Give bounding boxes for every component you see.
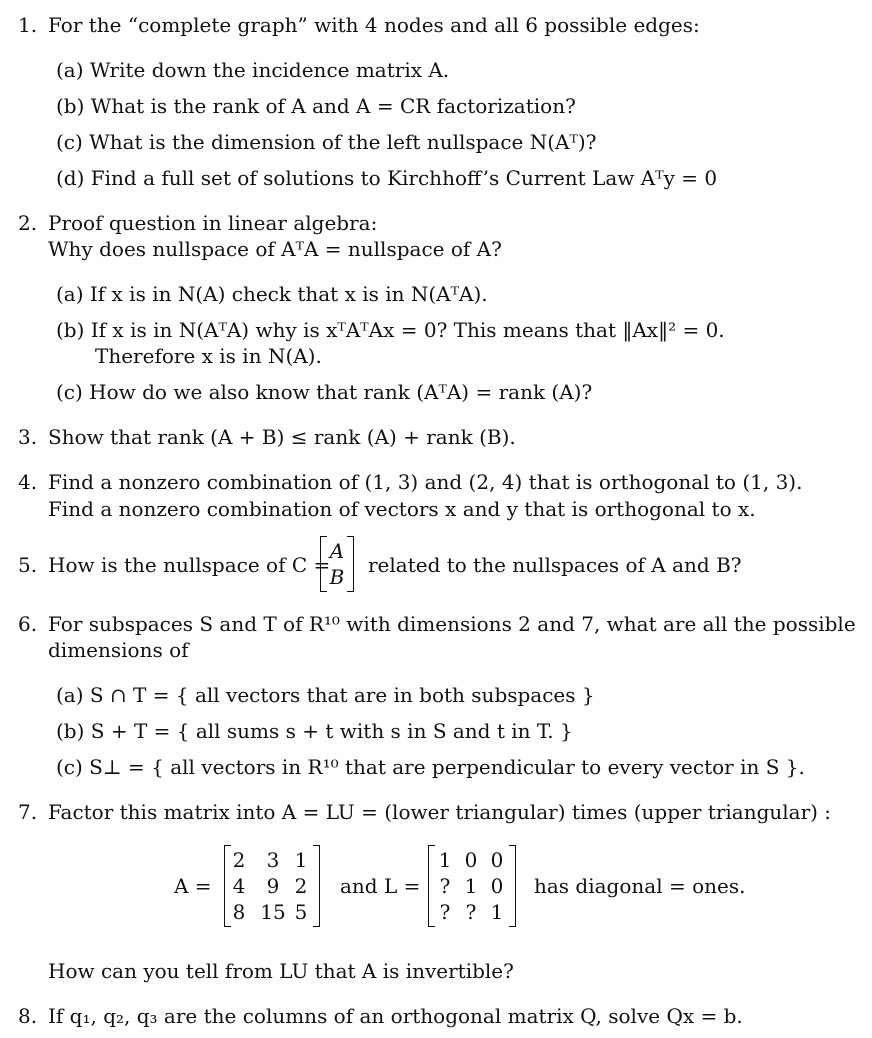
q2-number: 2.: [18, 211, 38, 235]
matrix-a-cell: 9: [266, 874, 280, 898]
matrix-a-cell: 2: [232, 848, 246, 872]
q7-diagonal-note: has diagonal = ones.: [534, 874, 746, 898]
q5-matrix-top: A: [329, 539, 345, 563]
q8-text: If q₁, q₂, q₃ are the columns of an orthogonal matrix Q, solve Qx = b.: [48, 1004, 743, 1028]
q4-number: 4.: [18, 470, 38, 494]
matrix-a-cell: 8: [232, 900, 246, 924]
matrix-l-cell: 1: [464, 874, 478, 898]
q2-part-c: (c) How do we also know that rank (AᵀA) = rank (A)?: [56, 380, 593, 404]
matrix-a-cell: 3: [266, 848, 280, 872]
matrix-l-cell: 0: [464, 848, 478, 872]
matrix-l-cell: 0: [490, 848, 504, 872]
q7-text: Factor this matrix into A = LU = (lower triangular) times (upper triangular) :: [48, 800, 832, 824]
q8-number: 8.: [18, 1004, 38, 1028]
q5-post: related to the nullspaces of A and B?: [368, 553, 742, 577]
matrix-l-cell: ?: [439, 900, 451, 924]
q2-part-b-line2: Therefore x is in N(A).: [95, 344, 322, 368]
matrix-a-cell: 1: [294, 848, 308, 872]
q1-part-d: (d) Find a full set of solutions to Kirchhoff’s Current Law Aᵀy = 0: [56, 166, 718, 190]
matrix-l-cell: ?: [439, 874, 451, 898]
q4-line1: Find a nonzero combination of (1, 3) and (2, 4) that is orthogonal to (1, 3).: [48, 470, 803, 494]
matrix-a-cell: 15: [260, 900, 286, 924]
q7-followup: How can you tell from LU that A is invertible?: [48, 959, 514, 983]
q5-number: 5.: [18, 553, 38, 577]
matrix-a-cell: 5: [294, 900, 308, 924]
matrix-l-cell: 1: [438, 848, 452, 872]
q6-part-a: (a) S ∩ T = { all vectors that are in both subspaces }: [56, 683, 595, 707]
matrix-l-cell: ?: [465, 900, 477, 924]
q7-number: 7.: [18, 800, 38, 824]
matrix-a: [224, 845, 320, 927]
matrix-a-cell: 2: [294, 874, 308, 898]
q7-a-label: A =: [174, 874, 212, 898]
q1-part-c: (c) What is the dimension of the left nullspace N(Aᵀ)?: [56, 130, 597, 154]
q4-line2: Find a nonzero combination of vectors x and y that is orthogonal to x.: [48, 497, 756, 521]
q5-matrix-bottom: B: [329, 565, 345, 589]
q5-pre: How is the nullspace of C =: [48, 553, 331, 577]
matrix-a-cell: 4: [232, 874, 246, 898]
q1-number: 1.: [18, 13, 38, 37]
matrix-l-cell: 1: [490, 900, 504, 924]
q6-part-c: (c) S⊥ = { all vectors in R¹⁰ that are perpendicular to every vector in S }.: [56, 755, 805, 779]
q3-number: 3.: [18, 425, 38, 449]
q7-and-label: and L =: [340, 874, 421, 898]
q6-part-b: (b) S + T = { all sums s + t with s in S and t in T. }: [56, 719, 573, 743]
q2-stem-line1: Proof question in linear algebra:: [48, 211, 378, 235]
q6-number: 6.: [18, 612, 38, 636]
matrix-l-cell: 0: [490, 874, 504, 898]
q1-stem: For the “complete graph” with 4 nodes and all 6 possible edges:: [48, 13, 700, 37]
q3-text: Show that rank (A + B) ≤ rank (A) + rank (B).: [48, 425, 516, 449]
q6-line2: dimensions of: [48, 638, 189, 662]
matrix-l: [428, 845, 516, 927]
q6-line1: For subspaces S and T of R¹⁰ with dimensions 2 and 7, what are all the possible: [48, 612, 856, 636]
q1-part-a: (a) Write down the incidence matrix A.: [56, 58, 450, 82]
q2-part-b-line1: (b) If x is in N(AᵀA) why is xᵀAᵀAx = 0? This means that ‖Ax‖² = 0.: [56, 318, 725, 342]
q2-part-a: (a) If x is in N(A) check that x is in N(AᵀA).: [56, 282, 488, 306]
q5-block-matrix: [320, 536, 354, 592]
q1-part-b: (b) What is the rank of A and A = CR factorization?: [56, 94, 576, 118]
q2-stem-line2: Why does nullspace of AᵀA = nullspace of A?: [48, 237, 502, 261]
